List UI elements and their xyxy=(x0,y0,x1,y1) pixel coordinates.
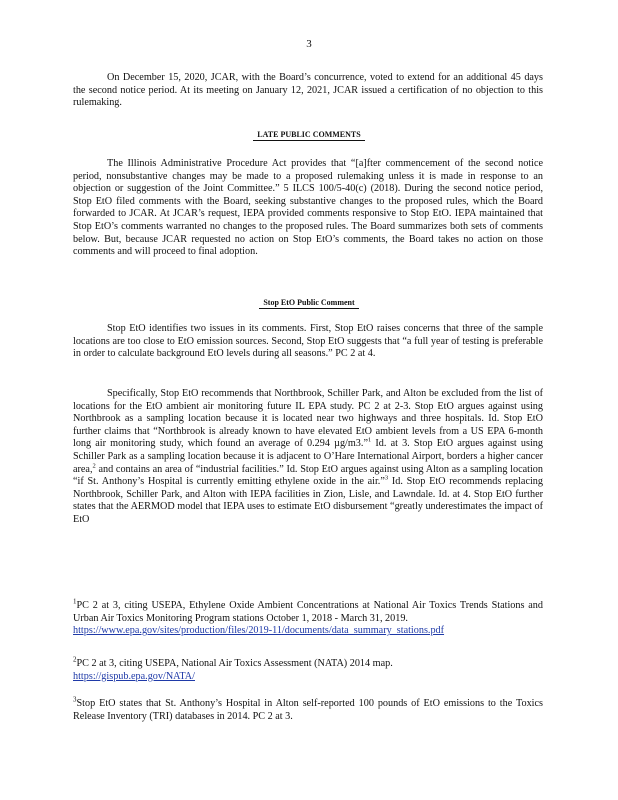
footnote-text: PC 2 at 3, citing USEPA, National Air Toxics Assessment (NATA) 2014 map. xyxy=(76,658,393,669)
paragraph-jcar-extension xyxy=(73,72,543,110)
paragraph-admin-procedure-act xyxy=(73,158,543,259)
footnote-link[interactable]: https://www.epa.gov/sites/production/files/2019-11/documents/data_summary_stations.pdf xyxy=(73,625,445,637)
page-number: 3 xyxy=(306,38,312,50)
footnote-number: 2 xyxy=(73,655,77,664)
paragraph-segment: Id. Stop EtO recommends replacing Northbrook, Schiller Park, and Alton with IEPA facilities in Zion, Lisle, and Lawndale. Id. at 4. Stop EtO further states that the AERMOD model that IEPA uses to estimate EtO disbursement “greatly underestimates the impact of EtO xyxy=(73,476,543,525)
footnote-ref-3[interactable]: 3 xyxy=(384,474,389,482)
heading-stop-eto-comment xyxy=(0,298,618,307)
footnote-ref-1[interactable]: 1 xyxy=(367,436,372,444)
paragraph-stop-eto-issues xyxy=(73,323,543,361)
paragraph-segment: and contains an area of “industrial facilities.” Id. Stop EtO argues against using Alton as a sampling location “if St. Anthony’s Hospital is currently emitting ethylene oxide in the air.” xyxy=(73,463,543,488)
footnote-text: PC 2 at 3, citing USEPA, Ethylene Oxide Ambient Concentrations at National Air Toxics Trends Stations and Urban Air Toxics Monitoring Program stations October 1, 2018 - March 31, 2019. xyxy=(73,600,543,624)
paragraph-text: On December 15, 2020, JCAR, with the Board’s concurrence, voted to extend for an additional 45 days the second notice period. At its meeting on January 12, 2021, JCAR issued a certification of no objection to this rulemaking. xyxy=(73,72,543,109)
paragraph-text xyxy=(73,388,543,527)
heading-text: LATE PUBLIC COMMENTS xyxy=(253,130,364,141)
footnote-1 xyxy=(73,597,543,638)
heading-late-public-comments xyxy=(0,130,618,139)
footnote-link[interactable]: https://gispub.epa.gov/NATA/ xyxy=(73,670,195,682)
footnote-3 xyxy=(73,695,543,723)
paragraph-text: The Illinois Administrative Procedure Act provides that “[a]fter commencement of the second notice period, nonsubstantive changes may be made to a proposed rulemaking unless it is made in response to an objection or suggestion of the Joint Committee.” 5 ILCS 100/5-40(c) (2018). During the second notice period, Stop EtO filed comments with the Board, seeking substantive changes to the proposed rules, which the Board forwarded to JCAR. At JCAR’s request, IEPA provided comments responsive to Stop EtO. IEPA maintained that Stop EtO’s comments warranted no changes to the proposed rules. The Board summarizes both sets of comments below. But, because JCAR requested no action on Stop EtO’s comments, the Board takes no action on those comments and will proceed to final adoption. xyxy=(73,158,543,258)
paragraph-stop-eto-specifics xyxy=(73,388,543,527)
paragraph-segment: Specifically, Stop EtO recommends that Northbrook, Schiller Park, and Alton be excluded from the list of locations for the EtO ambient air monitoring future IL EPA study. PC 2 at 2-3. Stop EtO argues against using Northbrook as a sampling location because it is located near two highways and three hospitals. Id. Stop EtO further claims that “Northbrook is already known to have elevated EtO ambient levels from a US EPA 6-month long air monitoring study, which found an average of 0.294 µg/m3.” xyxy=(73,388,543,450)
heading-text: Stop EtO Public Comment xyxy=(259,298,358,309)
paragraph-segment: Id. at 3. Stop EtO argues against using Schiller Park as a sampling location because it is adjacent to O’Hare International Airport, borders a higher cancer area, xyxy=(73,438,543,475)
footnote-number: 3 xyxy=(73,695,77,704)
paragraph-text: Stop EtO identifies two issues in its comments. First, Stop EtO raises concerns that three of the sample locations are too close to EtO emission sources. Second, Stop EtO suggests that “a full year of testing is preferable in order to calculate background EtO levels during all seasons.” PC 2 at 4. xyxy=(73,323,543,360)
footnote-2 xyxy=(73,655,543,683)
footnote-ref-2[interactable]: 2 xyxy=(92,462,96,470)
footnote-number: 1 xyxy=(73,597,77,606)
footnote-text: Stop EtO states that St. Anthony’s Hospital in Alton self-reported 100 pounds of EtO emissions to the Toxics Release Inventory (TRI) databases in 2014. PC 2 at 3. xyxy=(73,698,543,722)
